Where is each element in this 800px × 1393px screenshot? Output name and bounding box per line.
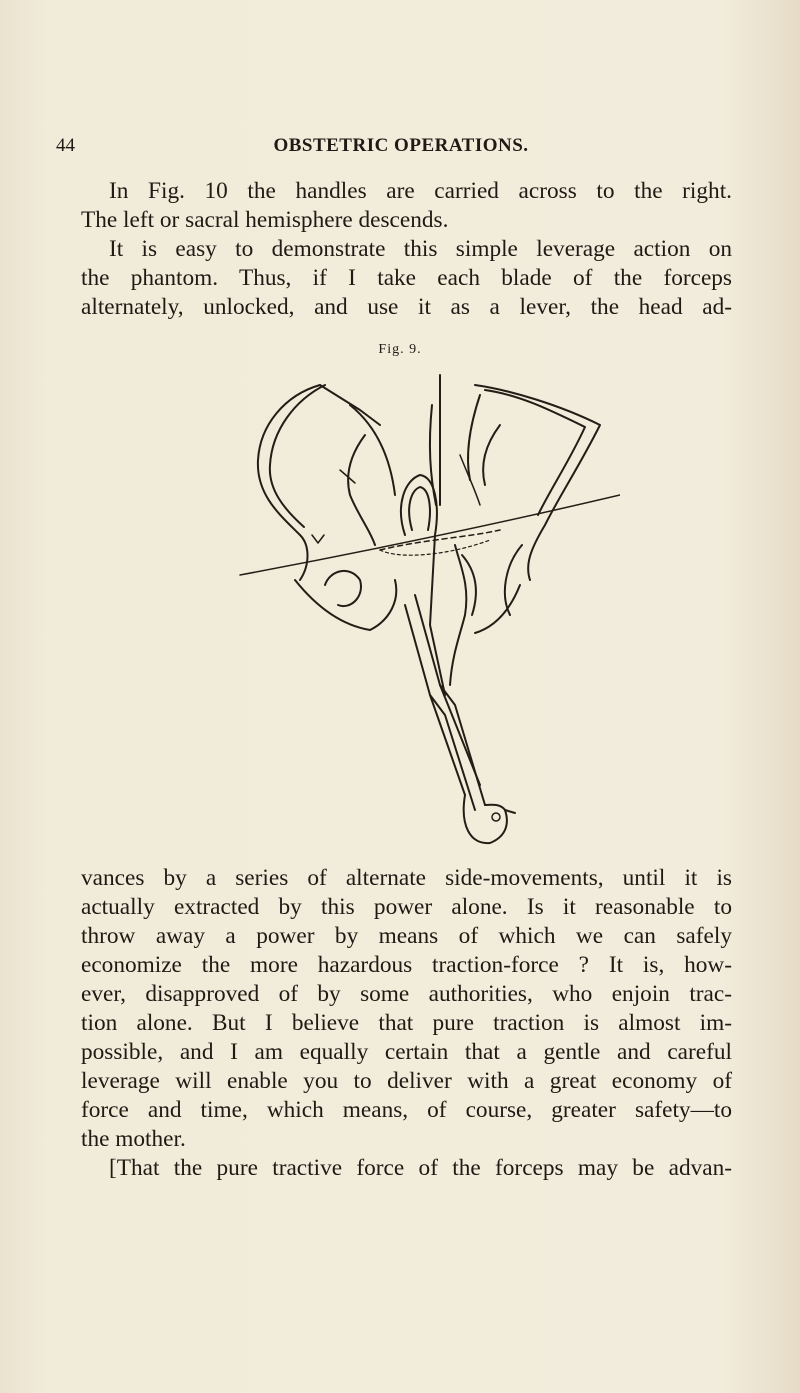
running-head: OBSTETRIC OPERATIONS. xyxy=(273,135,529,156)
text-line: possible, and I am equally certain that a gentle and careful xyxy=(81,1039,732,1065)
text-line: leverage will enable you to deliver with a great economy of xyxy=(81,1068,732,1094)
paragraph-top xyxy=(81,177,732,322)
text-line: economize the more hazardous traction-force ? It is, how- xyxy=(81,952,732,978)
forceps-blade-left xyxy=(401,475,445,695)
forceps-handle xyxy=(464,795,507,843)
page-number: 44 xyxy=(56,135,75,156)
paragraph-bottom xyxy=(81,864,732,1183)
text-line: the phantom. Thus, if I take each blade of the forceps xyxy=(81,265,732,291)
text-line: The left or sacral hemisphere descends. xyxy=(81,207,449,233)
text-line: alternately, unlocked, and use it as a lever, the head ad- xyxy=(81,294,732,320)
page-header xyxy=(56,135,746,165)
text-line: force and time, which means, of course, greater safety—to xyxy=(81,1097,732,1123)
forceps-pelvis-illustration xyxy=(200,365,620,855)
forceps-pelvis-drawing xyxy=(200,365,620,855)
text-line: the mother. xyxy=(81,1126,186,1152)
text-line: It is easy to demonstrate this simple leverage action on xyxy=(109,236,732,262)
text-line: actually extracted by this power alone. Is it reasonable to xyxy=(81,894,732,920)
left-ischium xyxy=(295,580,396,630)
text-line: vances by a series of alternate side-movements, until it is xyxy=(81,865,732,891)
text-line: tion alone. But I believe that pure traction is almost im- xyxy=(81,1010,732,1036)
text-line: throw away a power by means of which we can safely xyxy=(81,923,732,949)
pelvic-brim xyxy=(380,530,500,550)
text-line: [That the pure tractive force of the forceps may be advan- xyxy=(109,1155,732,1181)
figure-caption: Fig. 9. xyxy=(378,342,422,357)
forceps-blade-right xyxy=(450,545,466,685)
text-line: ever, disapproved of by some authorities, who enjoin trac- xyxy=(81,981,732,1007)
right-ischium xyxy=(475,585,520,633)
text-line: In Fig. 10 the handles are carried across to the right. xyxy=(109,178,732,204)
right-iliac-wing xyxy=(475,385,600,580)
